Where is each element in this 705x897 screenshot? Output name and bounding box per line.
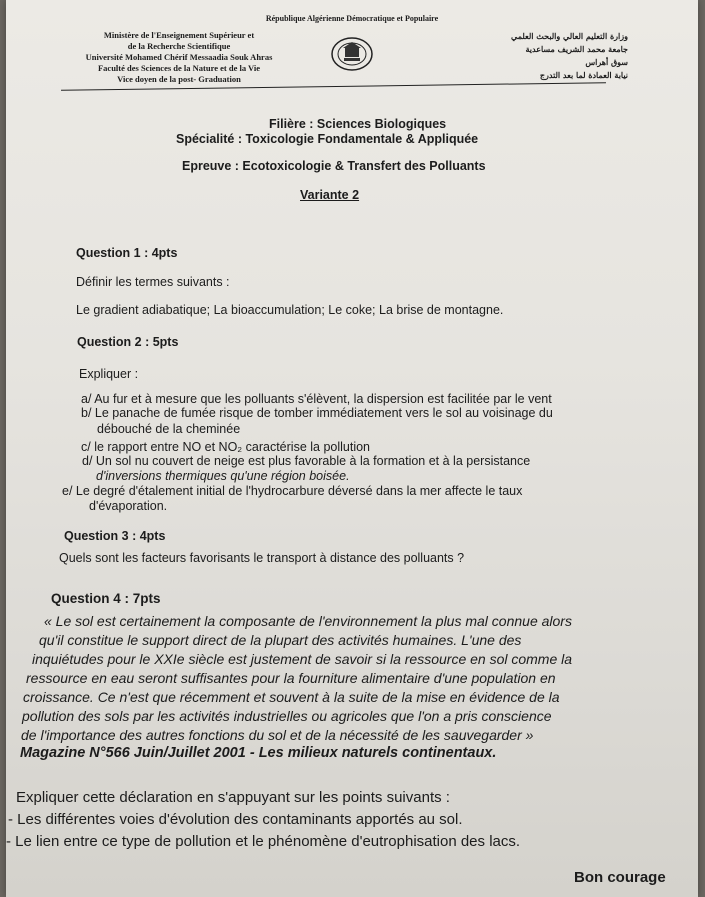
header-left-block xyxy=(54,30,304,85)
quote-line-1: « Le sol est certainement la composante de l'environnement la plus mal connue alors xyxy=(44,613,572,629)
ministry-line-2: de la Recherche Scientifique xyxy=(127,41,231,51)
exam-sheet xyxy=(6,0,698,897)
quote-line-3: inquiétudes pour le XXIe siècle est justement de savoir si la ressource en sol comme la xyxy=(32,651,573,667)
question-4-title: Question 4 : 7pts xyxy=(51,591,161,606)
question-1-prompt: Définir les termes suivants : xyxy=(76,275,230,289)
ministry-arabic: وزارة التعليم العالي والبحث العلمي xyxy=(511,31,628,41)
question-1-terms: Le gradient adiabatique; La bioaccumulation; Le coke; La brise de montagne. xyxy=(76,303,504,317)
republic-line: République Algérienne Démocratique et Populaire xyxy=(265,14,439,23)
ministry-line-1: Ministère de l'Enseignement Supérieur et xyxy=(103,30,255,40)
question-2-item-b: b/ Le panache de fumée risque de tomber immédiatement vers le sol au voisinage du xyxy=(81,406,553,420)
question-3-prompt: Quels sont les facteurs favorisants le transport à distance des polluants ? xyxy=(59,551,465,565)
question-4-instruction: Expliquer cette déclaration en s'appuyant sur les points suivants : xyxy=(16,789,450,806)
quote-line-2: qu'il constitue le support direct de la plupart des activités humaines. L'une des xyxy=(39,632,522,648)
question-2-item-d-cont: d'inversions thermiques qu'une région boisée. xyxy=(96,469,350,483)
question-2-title: Question 2 : 5pts xyxy=(77,335,179,349)
quote-source: Magazine N°566 Juin/Juillet 2001 - Les milieux naturels continentaux. xyxy=(20,745,497,761)
quote-line-5: croissance. Ce n'est que récemment et souvent à la suite de la mise en évidence de la xyxy=(23,689,560,705)
question-2-item-c: c/ le rapport entre NO et NO₂ caractérise la pollution xyxy=(81,440,371,454)
quote-line-7: de l'importance des autres fonctions du sol et de la nécessité de les sauvegarder » xyxy=(21,727,534,743)
vice-dean-arabic: نيابة العمادة لما بعد التدرج xyxy=(539,70,628,80)
university-arabic: جامعة محمد الشريف مساعدية xyxy=(525,44,628,54)
closing-text: Bon courage xyxy=(574,869,666,886)
quote-line-6: pollution des sols par les activités industrielles ou agricoles que l'on a pris conscience xyxy=(22,708,552,724)
header-right-block xyxy=(448,30,628,82)
question-2-item-e: e/ Le degré d'étalement initial de l'hydrocarbure déversé dans la mer affecte le taux xyxy=(62,484,523,498)
variante-label: Variante 2 xyxy=(300,188,360,202)
question-4-point-1: - Les différentes voies d'évolution des contaminants apportés au sol. xyxy=(8,811,463,828)
question-3-title: Question 3 : 4pts xyxy=(64,529,166,543)
city-arabic: سوق أهراس xyxy=(585,57,628,67)
university-name: Université Mohamed Chérif Messaadia Souk Ahras xyxy=(85,52,273,62)
question-4-point-2: - Le lien entre ce type de pollution et le phénomène d'eutrophisation des lacs. xyxy=(6,833,521,850)
question-2-item-a: a/ Au fur et à mesure que les polluants s'élèvent, la dispersion est facilitée par le vent xyxy=(81,392,552,406)
faculty-name: Faculté des Sciences de la Nature et de la Vie xyxy=(97,63,261,73)
epreuve-line: Epreuve : Ecotoxicologie & Transfert des Polluants xyxy=(182,159,486,173)
question-2-prompt: Expliquer : xyxy=(79,367,139,381)
quote-line-4: ressource en eau seront suffisantes pour la fourniture alimentaire d'une population en xyxy=(26,670,556,686)
question-2-item-b-cont: débouché de la cheminée xyxy=(97,422,241,436)
question-2-item-e-cont: d'évaporation. xyxy=(89,499,168,513)
filiere-line: Filière : Sciences Biologiques xyxy=(269,117,447,131)
vice-dean-line: Vice doyen de la post- Graduation xyxy=(117,74,241,84)
question-1-title: Question 1 : 4pts xyxy=(76,246,178,260)
university-logo xyxy=(330,36,374,72)
question-2-item-d: d/ Un sol nu couvert de neige est plus favorable à la formation et à la persistance xyxy=(82,454,531,468)
specialite-line: Spécialité : Toxicologie Fondamentale & Appliquée xyxy=(176,132,479,146)
